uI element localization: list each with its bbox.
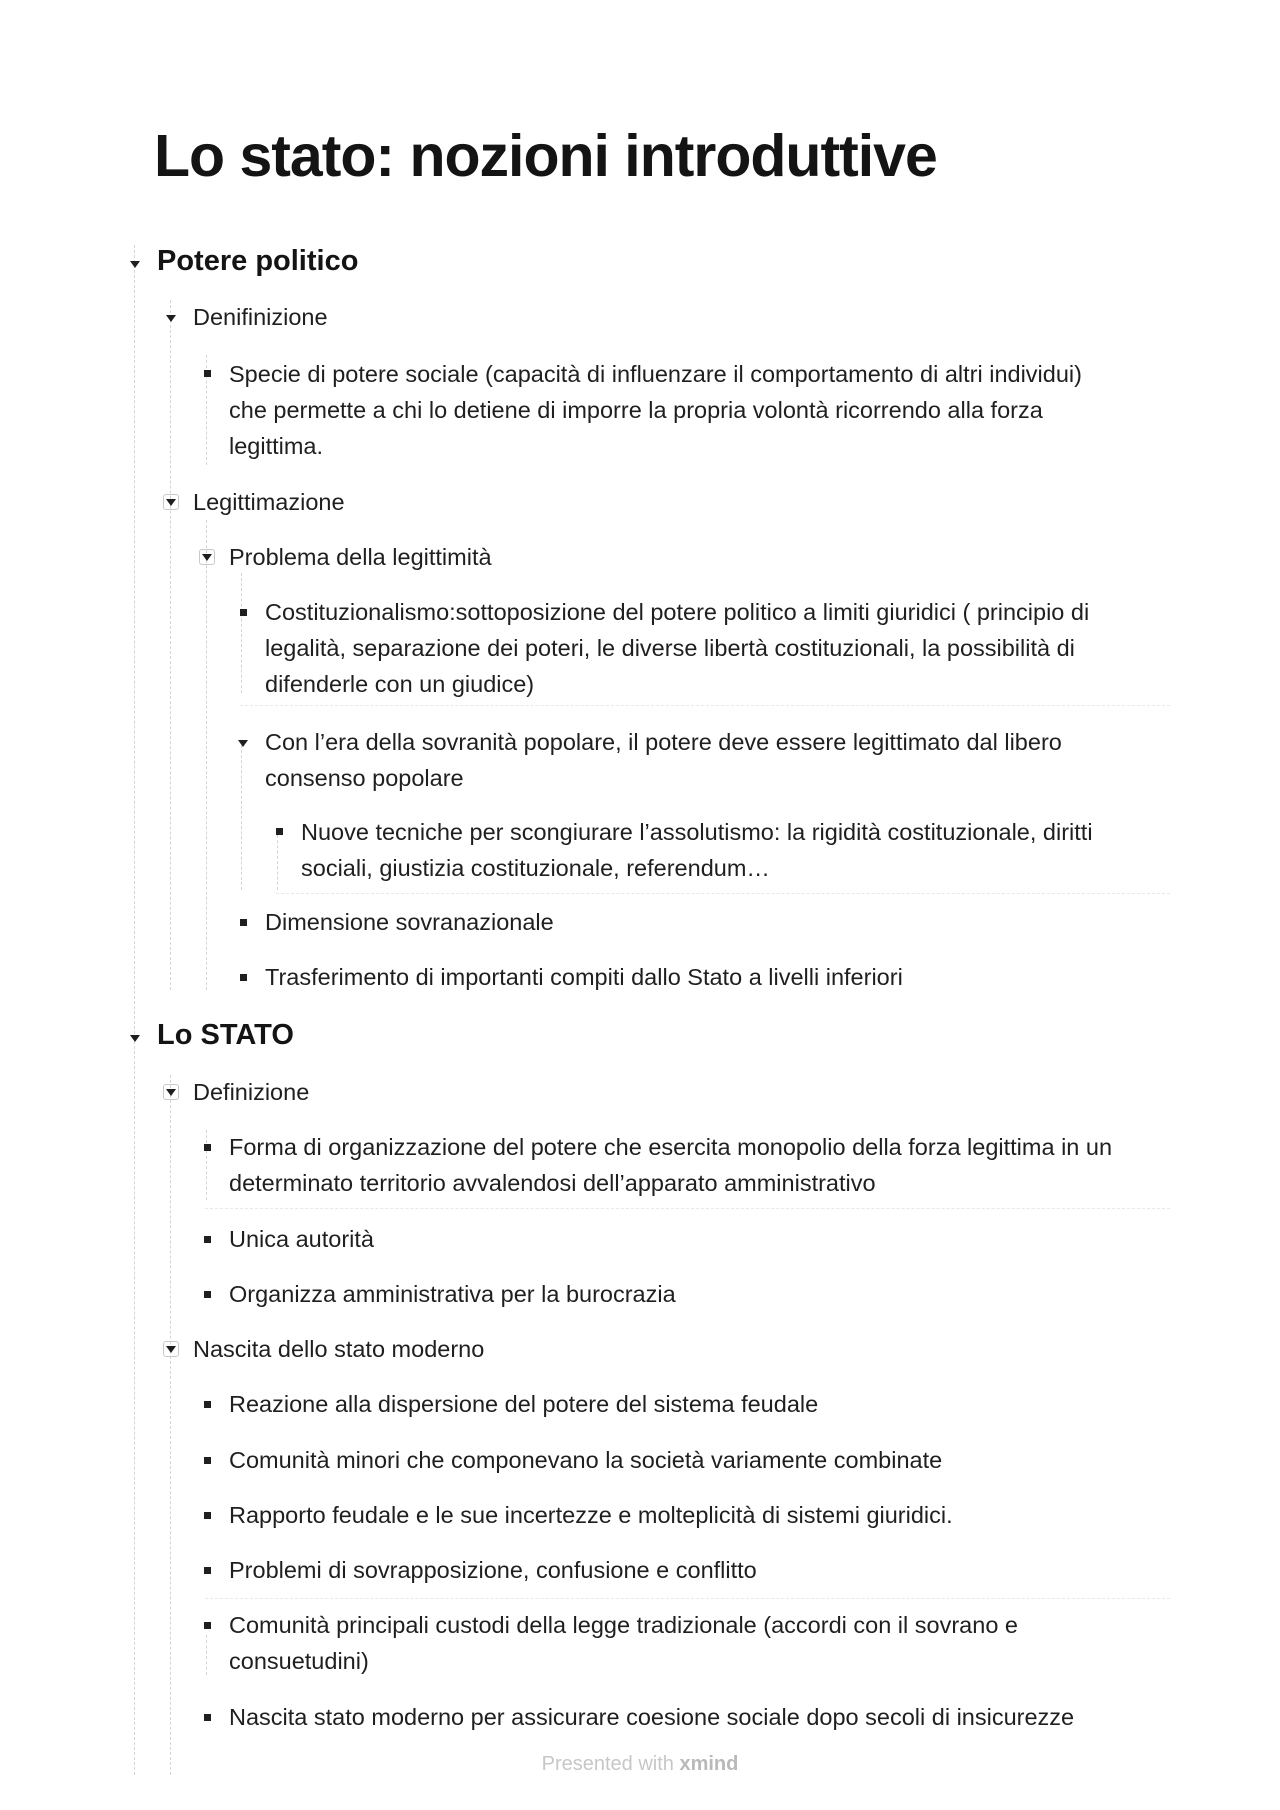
subtopic-definizione[interactable]: Definizione [193,1079,310,1105]
guide-dots [205,1208,1170,1209]
collapse-toggle-icon[interactable] [163,310,179,326]
xmind-logo: xmind [679,1753,739,1775]
topic-lo-stato[interactable]: Lo STATO [157,1019,294,1051]
guide-line [206,1635,207,1675]
collapse-toggle-icon[interactable] [199,549,215,565]
subtopic-problema-legittimita[interactable]: Problema della legittimità [229,544,492,570]
guide-line [241,745,242,890]
leaf-item[interactable]: Trasferimento di importanti compiti dallo Stato a livelli inferiori [265,964,903,990]
leaf-item[interactable]: Comunità minori che componevano la società variamente combinate [229,1447,943,1473]
square-bullet-icon [276,828,283,835]
square-bullet-icon [204,1714,211,1721]
page-title: Lo stato: nozioni introduttive [154,123,937,189]
leaf-item[interactable]: Specie di potere sociale (capacità di influenzare il comportamento di altri individui) che permette a chi lo detiene di imporre la propria volontà ricorrendo alla forza legittima. [229,361,1082,459]
square-bullet-icon [204,1236,211,1243]
guide-line [241,573,242,693]
leaf-item[interactable]: Dimensione sovranazionale [265,909,554,935]
square-bullet-icon [204,1291,211,1298]
guide-dots [276,893,1170,894]
leaf-item[interactable]: Reazione alla dispersione del potere del sistema feudale [229,1391,819,1417]
leaf-item[interactable]: Forma di organizzazione del potere che esercita monopolio della forza legittima in un determinato territorio avvalendosi dell’apparato amministrativo [229,1134,1113,1196]
guide-line [170,1075,171,1775]
square-bullet-icon [204,1144,211,1151]
footer-prefix: Presented with [541,1753,674,1775]
square-bullet-icon [204,1457,211,1464]
square-bullet-icon [204,1512,211,1519]
guide-line [206,1130,207,1200]
guide-dots [240,705,1170,706]
leaf-item[interactable]: Problemi di sovrapposizione, confusione e conflitto [229,1557,757,1583]
collapse-toggle-icon[interactable] [163,494,179,510]
leaf-item[interactable]: Unica autorità [229,1226,374,1252]
collapse-toggle-icon[interactable] [127,1030,143,1046]
leaf-item[interactable]: Rapporto feudale e le sue incertezze e molteplicità di sistemi giuridici. [229,1502,953,1528]
square-bullet-icon [204,370,211,377]
square-bullet-icon [204,1401,211,1408]
footer-branding [0,1753,1280,1776]
leaf-item[interactable]: Costituzionalismo:sottoposizione del potere politico a limiti giuridici ( principio di legalità, separazione dei poteri, le diverse libertà costituzionali, la possibilità di difenderle con un giudice) [265,599,1090,697]
leaf-item[interactable]: Nuove tecniche per scongiurare l’assolutismo: la rigidità costituzionale, diritti sociali, giustizia costituzionale, referendum… [301,819,1093,881]
subtopic-definizione[interactable]: Denifinizione [193,304,328,330]
square-bullet-icon [204,1567,211,1574]
topic-potere-politico[interactable]: Potere politico [157,245,359,277]
square-bullet-icon [240,974,247,981]
collapse-toggle-icon[interactable] [235,735,251,751]
guide-line [277,835,278,890]
collapse-toggle-icon[interactable] [163,1341,179,1357]
guide-line [170,300,171,990]
guide-line [134,245,135,1775]
square-bullet-icon [204,1622,211,1629]
collapse-toggle-icon[interactable] [163,1084,179,1100]
leaf-item[interactable]: Con l’era della sovranità popolare, il potere deve essere legittimato dal libero consenso popolare [265,729,1062,791]
leaf-item[interactable]: Nascita stato moderno per assicurare coesione sociale dopo secoli di insicurezze [229,1704,1075,1730]
guide-dots [205,1598,1170,1599]
guide-line [206,520,207,990]
collapse-toggle-icon[interactable] [127,256,143,272]
subtopic-nascita-stato-moderno[interactable]: Nascita dello stato moderno [193,1336,485,1362]
leaf-item[interactable]: Comunità principali custodi della legge tradizionale (accordi con il sovrano e consuetudini) [229,1612,1018,1674]
subtopic-legittimazione[interactable]: Legittimazione [193,489,345,515]
leaf-item[interactable]: Organizza amministrativa per la burocrazia [229,1281,676,1307]
square-bullet-icon [240,609,247,616]
square-bullet-icon [240,919,247,926]
